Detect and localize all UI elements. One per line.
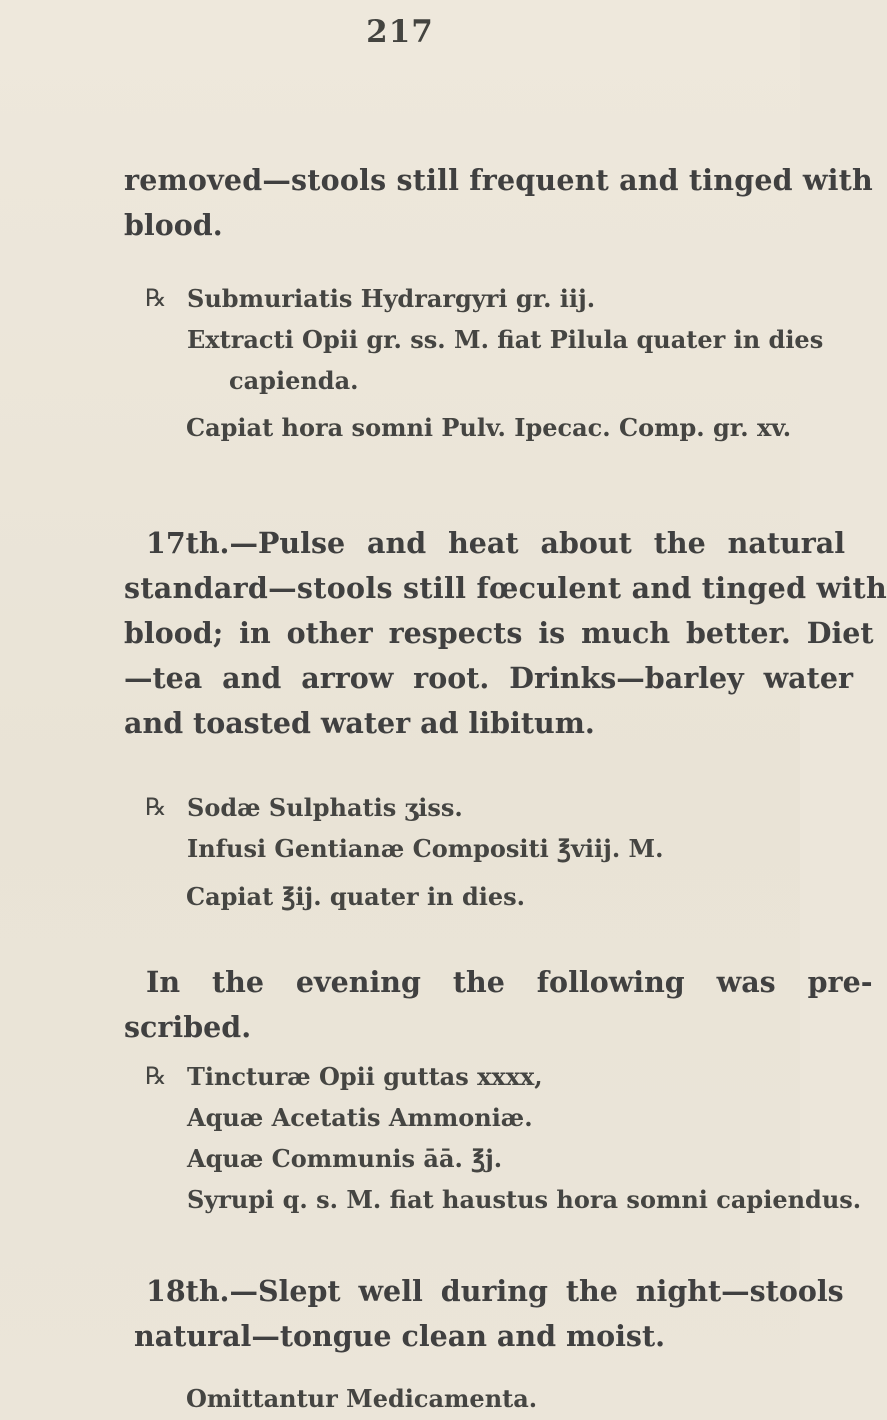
text-line: 18th.—Slept well during the night—stools <box>146 1274 844 1308</box>
prescription-line: Extracti Opii gr. ss. M. fiat Pilula quater in dies <box>187 325 824 354</box>
prescription-3 <box>145 1056 861 1220</box>
page-number: 217 <box>366 14 434 50</box>
prescription-2-direction: Capiat ℥ij. quater in dies. <box>186 882 526 911</box>
omittantur-medicamenta: Omittantur Medicamenta. <box>186 1384 538 1413</box>
paragraph-evening <box>124 960 873 1050</box>
prescription-1-direction: Capiat hora somni Pulv. Ipecac. Comp. gr. xv. <box>186 413 792 442</box>
recipe-symbol: ℞ <box>145 284 167 312</box>
prescription-line: Submuriatis Hydrargyri gr. iij. <box>187 284 596 313</box>
text-line: 17th.—Pulse and heat about the natural <box>146 526 846 560</box>
prescription-1 <box>145 278 823 401</box>
prescription-line: Syrupi q. s. M. fiat haustus hora somni capiendus. <box>187 1185 862 1214</box>
text-line: natural—tongue clean and moist. <box>134 1319 666 1353</box>
text-line: In the evening the following was pre- <box>146 965 873 999</box>
prescription-line: Sodæ Sulphatis ʒiss. <box>187 793 463 822</box>
text-line: removed—stools still frequent and tinged with <box>124 163 873 197</box>
prescription-line: Aquæ Acetatis Ammoniæ. <box>187 1103 533 1132</box>
paragraph-18th <box>124 1269 844 1359</box>
text-line: blood; in other respects is much better. Diet <box>124 616 874 650</box>
text-line: scribed. <box>124 1010 252 1044</box>
prescription-line: Tincturæ Opii guttas xxxx, <box>187 1062 543 1091</box>
text-line: blood. <box>124 208 223 242</box>
paragraph-17th <box>124 521 887 746</box>
prescription-line: Aquæ Communis āā. ℥j. <box>187 1144 503 1173</box>
prescription-2 <box>145 787 663 869</box>
recipe-symbol: ℞ <box>145 793 167 821</box>
paragraph-stools-frequent <box>124 158 873 248</box>
text-line: and toasted water ad libitum. <box>124 706 595 740</box>
text-line: standard—stools still fœculent and tinged with <box>124 571 887 605</box>
prescription-line: capienda. <box>229 366 359 395</box>
recipe-symbol: ℞ <box>145 1062 167 1090</box>
prescription-line: Infusi Gentianæ Compositi ℥viij. M. <box>187 834 664 863</box>
text-line: —tea and arrow root. Drinks—barley water <box>124 661 853 695</box>
